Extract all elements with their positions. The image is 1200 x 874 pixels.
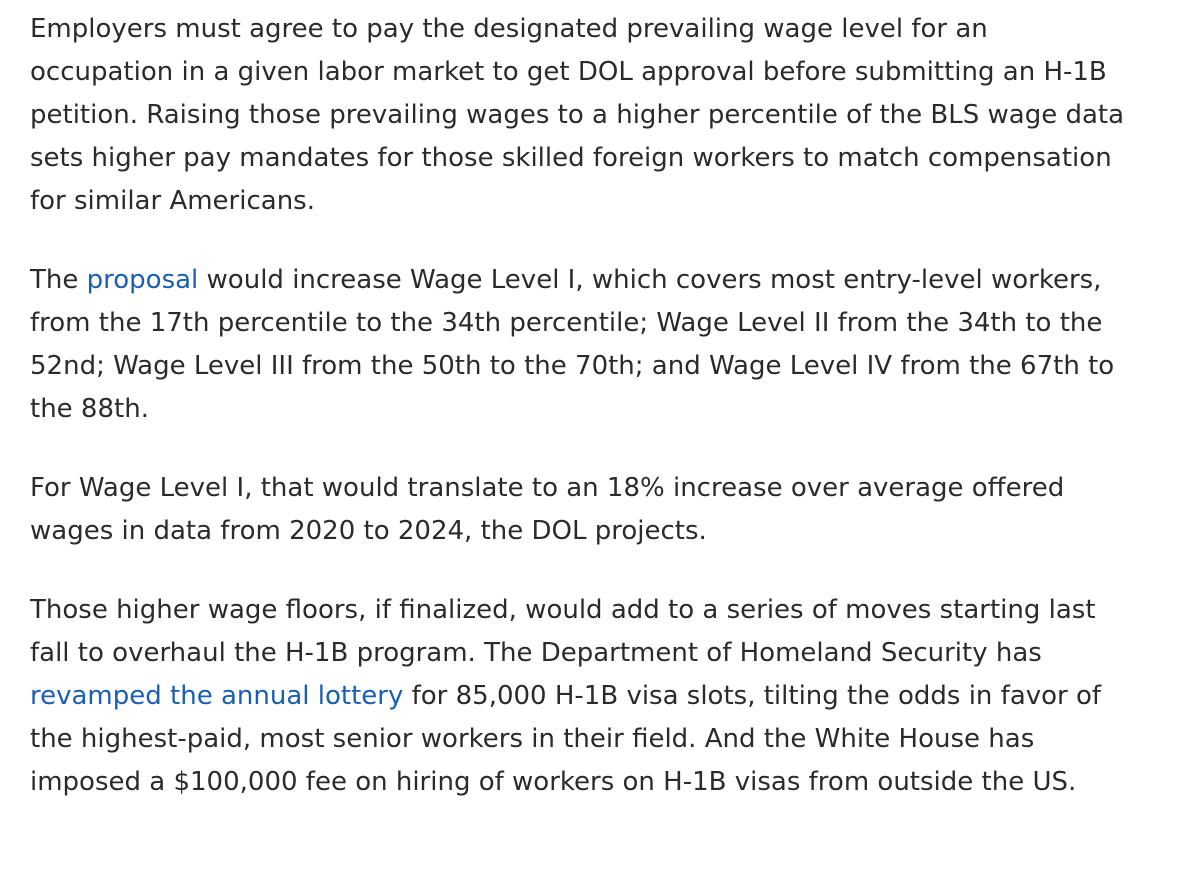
- article-body: [30, 8, 1130, 804]
- paragraph-h1b-overhaul: [30, 589, 1130, 804]
- paragraph-text-before: The: [30, 265, 87, 295]
- paragraph-prevailing-wage: [30, 8, 1130, 223]
- paragraph-text-before: Those higher wage floors, if finalized, would add to a series of moves starting last fall to overhaul the H-1B program. The Department of Homeland Security has: [30, 595, 1096, 668]
- paragraph-wage-levels: [30, 259, 1130, 431]
- revamped-lottery-link[interactable]: revamped the annual lottery: [30, 681, 404, 711]
- proposal-link[interactable]: proposal: [86, 265, 199, 295]
- paragraph-text-after: for 85,000 H-1B visa slots, tilting the odds in favor of the highest-paid, most senior workers in their field. And the White House has imposed a $100,000 fee on hiring of workers on H-1B visas from outside the US.: [30, 681, 1102, 797]
- paragraph-text: For Wage Level I, that would translate to an 18% increase over average offered wages in data from 2020 to 2024, the DOL projects.: [30, 473, 1065, 546]
- paragraph-wage-increase: [30, 467, 1130, 553]
- paragraph-text-after: would increase Wage Level I, which covers most entry-level workers, from the 17th percentile to the 34th percentile; Wage Level II from the 34th to the 52nd; Wage Level III from the 50th to the 70th; and Wage Level IV from the 67th to the 88th.: [30, 265, 1115, 424]
- paragraph-text: Employers must agree to pay the designated prevailing wage level for an occupation in a given labor market to get DOL approval before submitting an H-1B petition. Raising those prevailing wages to a higher percentile of the BLS wage data sets higher pay mandates for those skilled foreign workers to match compensation for similar Americans.: [30, 14, 1125, 216]
